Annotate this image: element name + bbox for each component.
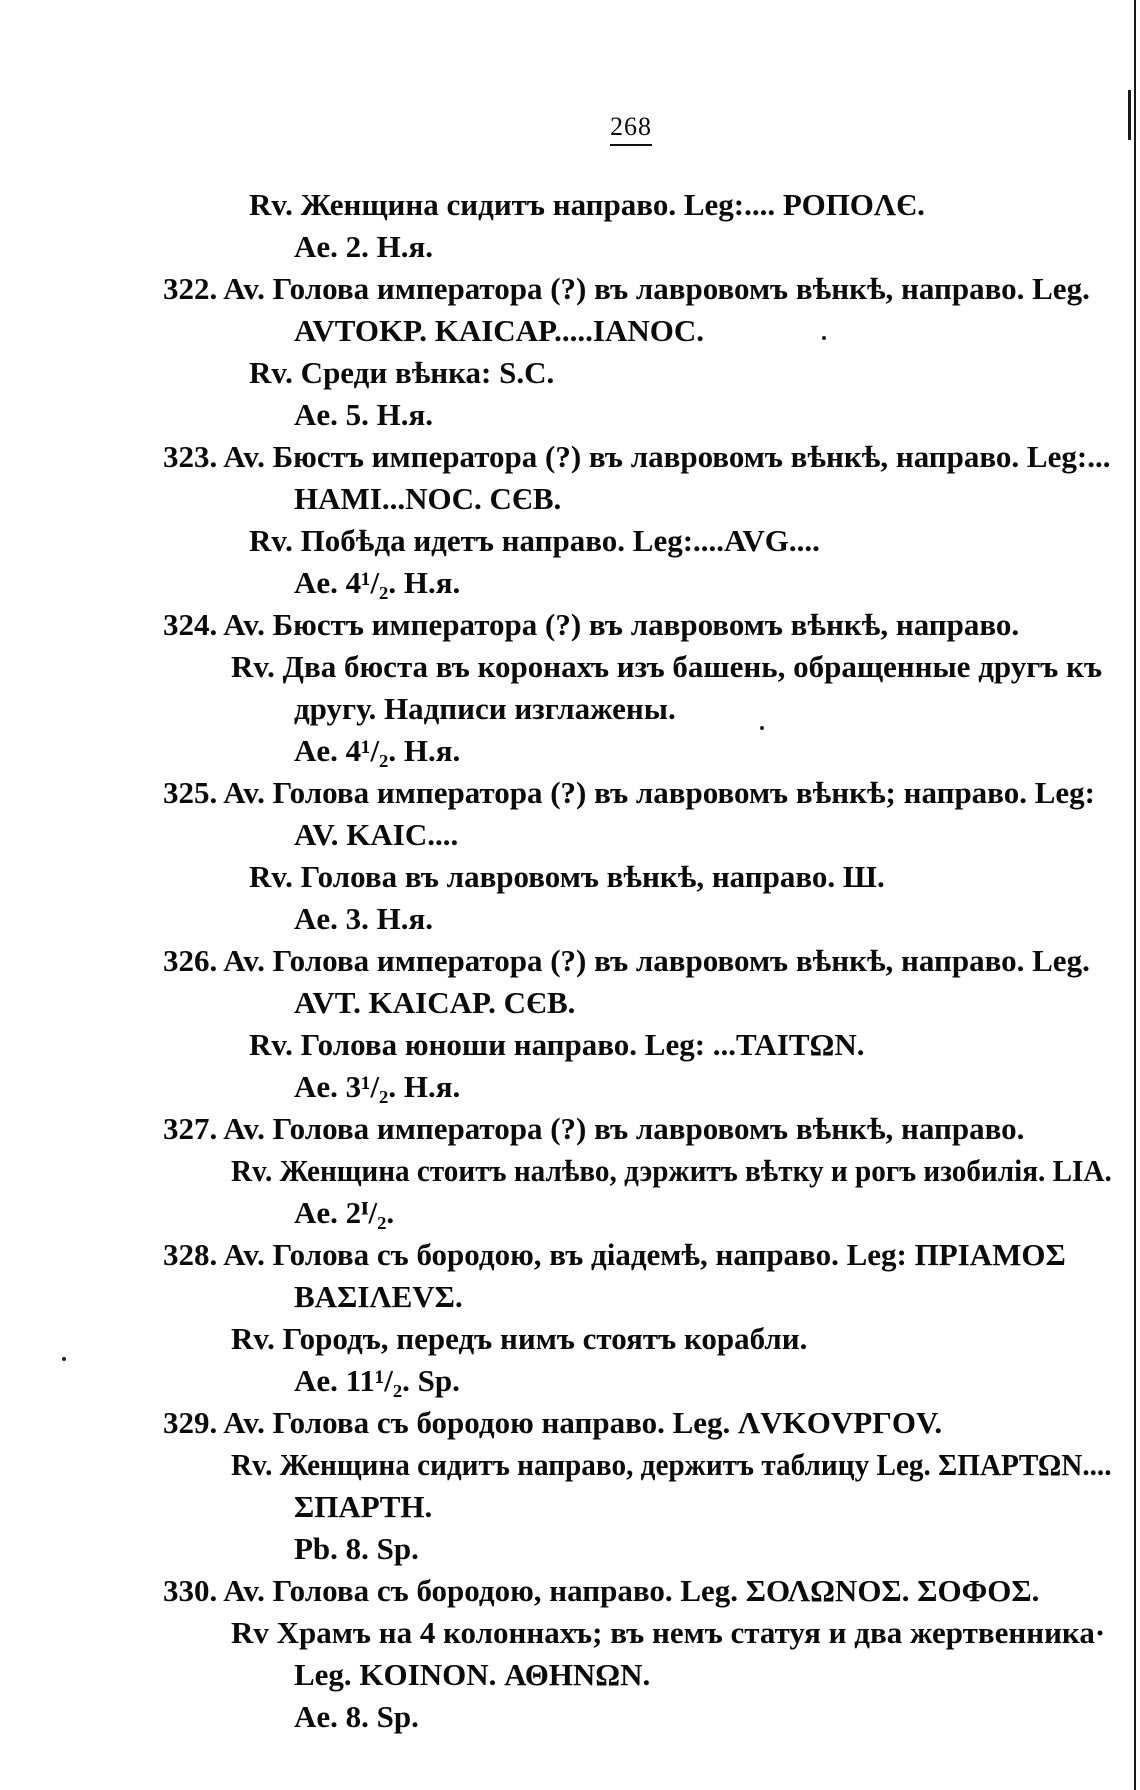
catalog-line: Pb. 8. Sp. <box>294 1531 419 1566</box>
catalog-line: Rv. Женщина сидитъ направо. Leg:.... РОПОΛЄ. <box>249 187 925 222</box>
catalog-line: Leg. KOINON. ΑΘΗΝΩΝ. <box>294 1657 651 1692</box>
page-edge-line <box>1134 0 1136 1790</box>
catalog-line: Ae. 4¹/₂. Н.я. <box>294 733 461 768</box>
print-speck <box>760 726 764 730</box>
catalog-line: Rv. Среди вѣнка: S.C. <box>249 355 555 390</box>
catalog-line: Ae. 2. Н.я. <box>294 229 434 264</box>
catalog-line: Rv. Голова юноши направо. Leg: ...TAITΩN. <box>249 1027 865 1062</box>
catalog-line: Ae. 3¹/₂. Н.я. <box>294 1069 461 1104</box>
catalog-line: Rv. Женщина стоитъ налѣво, дэржитъ вѣтку и рогъ изобилія. LIA. <box>231 1153 1112 1188</box>
catalog-line: Ae. 2ᴵ/₂. <box>294 1195 395 1230</box>
catalog-entry-heading: 328. Av. Голова съ бородою, въ діадемѣ, направо. Leg: ΠΡΙΑΜΟΣ <box>163 1237 1066 1272</box>
catalog-line: Rv Храмъ на 4 колоннахъ; въ немъ статуя и два жертвенника· <box>231 1615 1106 1650</box>
catalog-entry-heading: 323. Av. Бюстъ императора (?) въ лавровомъ вѣнкѣ, направо. Leg:... <box>163 439 1111 474</box>
catalog-line: Ae. 8. Sp. <box>294 1699 419 1734</box>
catalog-entry-heading: 322. Av. Голова императора (?) въ лавровомъ вѣнкѣ, направо. Leg. <box>163 271 1090 306</box>
catalog-line: Ae. 11¹/₂. Sp. <box>294 1363 460 1398</box>
catalog-entry-heading: 326. Av. Голова императора (?) въ лавровомъ вѣнкѣ, направо. Leg. <box>163 943 1090 978</box>
catalog-line: Ae. 5. Н.я. <box>294 397 434 432</box>
catalog-line: Rv. Городъ, передъ нимъ стоятъ корабли. <box>231 1321 808 1356</box>
catalog-entry-heading: 329. Av. Голова съ бородою направо. Leg. ΛVKOVPΓOV. <box>163 1405 943 1440</box>
catalog-line: Rv. Женщина сидитъ направо, держитъ таблицу Leg. ΣΠΑΡΤΩΝ.... <box>231 1447 1112 1482</box>
catalog-line: другу. Надписи изглажены. <box>294 691 676 726</box>
catalog-line: AVT. KAICAP. CЄB. <box>294 985 576 1020</box>
print-speck <box>822 336 826 340</box>
catalog-line: AV. KAIC.... <box>294 817 459 852</box>
catalog-line: Rv. Побѣда идетъ направо. Leg:....AVG.... <box>249 523 820 558</box>
catalog-entry-heading: 327. Av. Голова императора (?) въ лавровомъ вѣнкѣ, направо. <box>163 1111 1025 1146</box>
catalog-entry-heading: 325. Av. Голова императора (?) въ лавровомъ вѣнкѣ; направо. Leg: <box>163 775 1095 810</box>
catalog-line: Rv. Голова въ лавровомъ вѣнкѣ, направо. Ш. <box>249 859 885 894</box>
page-number: 268 <box>610 112 652 146</box>
catalog-line: HAMI...NOC. CЄB. <box>294 481 562 516</box>
catalog-line: Ae. 4¹/₂. Н.я. <box>294 565 461 600</box>
page-edge-mark <box>1128 90 1131 140</box>
catalog-line: Rv. Два бюста въ коронахъ изъ башень, обращенные другъ къ <box>231 649 1103 684</box>
catalog-line: Ae. 3. Н.я. <box>294 901 434 936</box>
catalog-entry-heading: 330. Av. Голова съ бородою, направо. Leg. ΣΟΛΩΝΟΣ. ΣΟΦΟΣ. <box>163 1573 1040 1608</box>
catalog-line: ΒΑΣΙΛΕVΣ. <box>294 1279 463 1314</box>
print-speck <box>62 1357 66 1361</box>
catalog-line: ΣΠΑΡΤΗ. <box>294 1489 433 1524</box>
catalog-entry-heading: 324. Av. Бюстъ императора (?) въ лавровомъ вѣнкѣ, направо. <box>163 607 1020 642</box>
catalog-line: AVTOKP. KAICAP.....IANOC. <box>294 313 704 348</box>
